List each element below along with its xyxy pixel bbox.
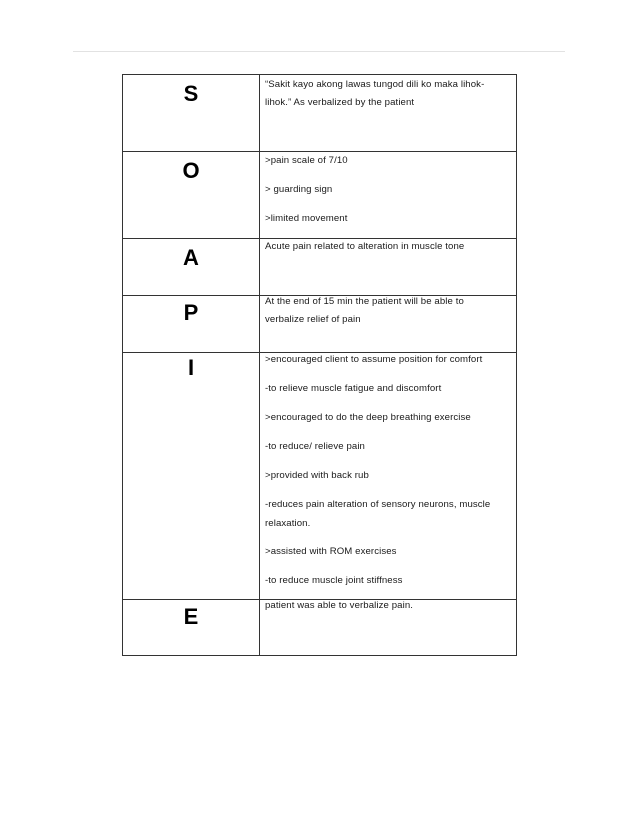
content-cell — [260, 75, 517, 152]
intervention-line-1: >encouraged client to assume position for comfort — [265, 354, 483, 365]
intervention-line-8: >assisted with ROM exercises — [265, 546, 397, 557]
intervention-line-6: -reduces pain alteration of sensory neurons, muscle — [265, 499, 491, 510]
table-row-o — [123, 152, 517, 239]
assessment-line-1: Acute pain related to alteration in muscle tone — [265, 241, 465, 252]
plan-line-2: verbalize relief of pain — [265, 314, 361, 325]
letter-cell — [123, 353, 260, 600]
table-row-p — [123, 296, 517, 353]
table-row-a — [123, 239, 517, 296]
content-cell — [260, 296, 517, 353]
intervention-line-3: >encouraged to do the deep breathing exercise — [265, 412, 471, 423]
evaluation-line-1: patient was able to verbalize pain. — [265, 600, 414, 611]
intervention-line-9: -to reduce muscle joint stiffness — [265, 575, 403, 586]
subjective-line-1: “Sakit kayo akong lawas tungod dili ko maka lihok- — [265, 79, 485, 90]
table-row-i — [123, 353, 517, 600]
content-cell — [260, 239, 517, 296]
intervention-line-4: -to reduce/ relieve pain — [265, 441, 365, 452]
soap-letter-o: O — [182, 158, 200, 183]
soap-letter-e: E — [183, 604, 199, 629]
letter-cell — [123, 239, 260, 296]
letter-cell — [123, 152, 260, 239]
subjective-line-2: lihok.” As verbalized by the patient — [265, 97, 415, 108]
content-cell — [260, 353, 517, 600]
soapie-table — [122, 74, 517, 656]
objective-line-1: >pain scale of 7/10 — [265, 155, 348, 166]
table-row-s — [123, 75, 517, 152]
intervention-line-2: -to relieve muscle fatigue and discomfort — [265, 383, 442, 394]
letter-cell — [123, 296, 260, 353]
plan-line-1: At the end of 15 min the patient will be able to — [265, 296, 464, 307]
content-cell — [260, 600, 517, 656]
letter-cell — [123, 75, 260, 152]
content-cell — [260, 152, 517, 239]
letter-cell — [123, 600, 260, 656]
intervention-line-7: relaxation. — [265, 518, 311, 529]
page-top-divider — [73, 51, 565, 52]
objective-line-2: > guarding sign — [265, 184, 333, 195]
table-row-e — [123, 600, 517, 656]
soap-letter-a: A — [183, 245, 199, 270]
soap-letter-s: S — [183, 81, 199, 106]
soap-letter-p: P — [183, 300, 199, 325]
intervention-line-5: >provided with back rub — [265, 470, 369, 481]
soap-letter-i: I — [187, 355, 195, 380]
objective-line-3: >limited movement — [265, 213, 348, 224]
